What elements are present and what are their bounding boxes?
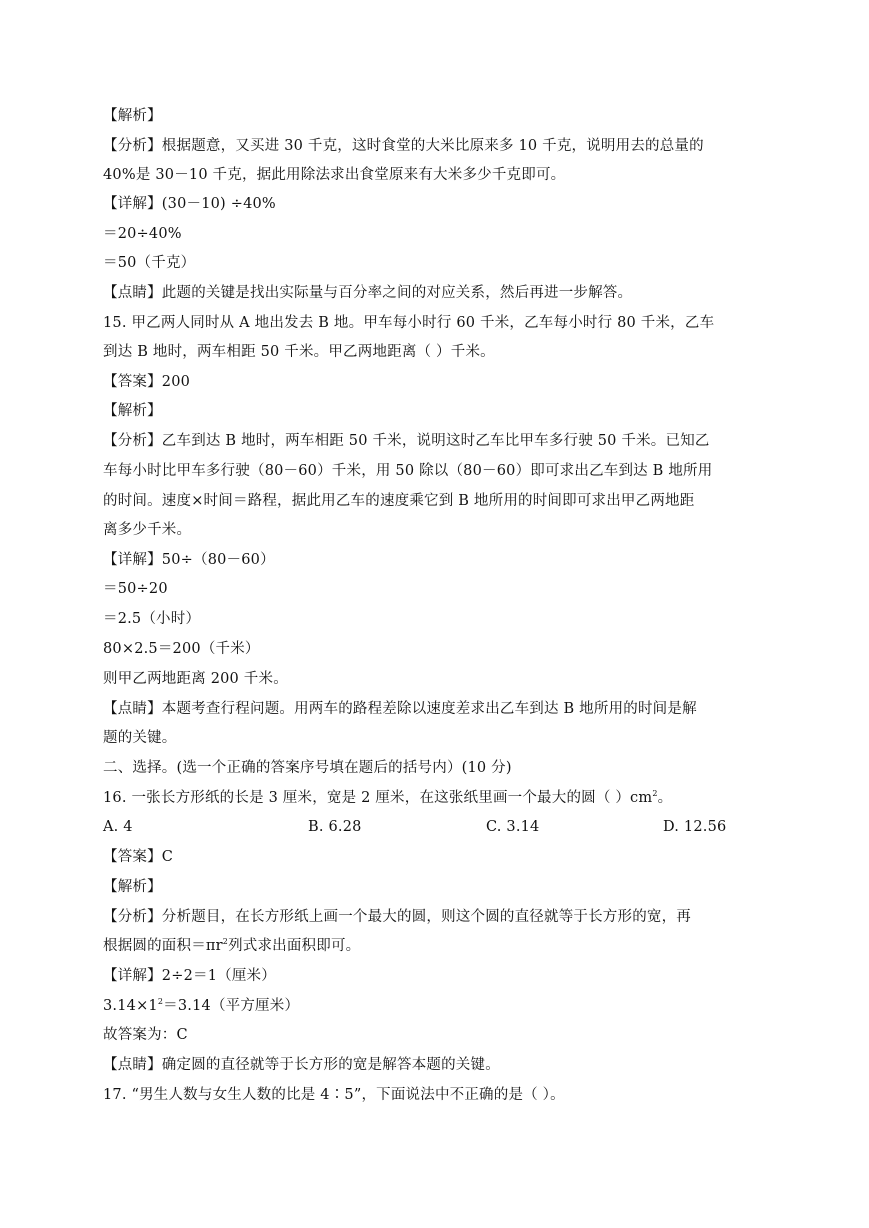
- q14-analysis-line-2: 40%是 30－10 千克，据此用除法求出食堂原来有大米多少千克即可。: [103, 167, 566, 183]
- q14-comment: 【点睛】此题的关键是找出实际量与百分率之间的对应关系，然后再进一步解答。: [103, 285, 633, 301]
- q16-comment: 【点睛】确定圆的直径就等于长方形的宽是解答本题的关键。: [103, 1057, 500, 1073]
- q14-analysis-heading: 【解析】: [103, 108, 162, 124]
- q16-option-b: B. 6.28: [308, 819, 362, 835]
- q16-detail-line-2a: 3.14×1: [103, 998, 158, 1014]
- q14-detail-line-2: ＝20÷40%: [103, 226, 182, 242]
- q16-question: [103, 788, 783, 808]
- q14-detail-line-1: 【详解】(30－10) ÷40%: [103, 196, 276, 212]
- q14-analysis-line-1: 【分析】根据题意，又买进 30 千克，这时食堂的大米比原来多 10 千克，说明用去的总量的: [103, 138, 704, 154]
- q15-analysis-heading: 【解析】: [103, 403, 162, 419]
- q15-detail-line-5: 则甲乙两地距离 200 千米。: [103, 671, 288, 687]
- q16-analysis-heading: 【解析】: [103, 879, 162, 895]
- q15-analysis-line-1: 【分析】乙车到达 B 地时，两车相距 50 千米，说明这时乙车比甲车多行驶 50 千米。已知乙: [103, 433, 710, 449]
- q15-answer: 【答案】200: [103, 374, 191, 390]
- q14-detail-line-3: ＝50（千克）: [103, 255, 196, 271]
- q16-detail-line-1: 【详解】2÷2＝1（厘米）: [103, 968, 276, 984]
- q15-detail-line-3: ＝2.5（小时）: [103, 611, 201, 627]
- q16-question-text: 16. 一张长方形纸的长是 3 厘米，宽是 2 厘米，在这张纸里画一个最大的圆（ ）cm: [103, 790, 653, 806]
- q16-analysis-line-1: 【分析】分析题目，在长方形纸上画一个最大的圆，则这个圆的直径就等于长方形的宽，再: [103, 909, 691, 925]
- q15-detail-line-4: 80×2.5＝200（千米）: [103, 641, 260, 657]
- q16-analysis-line-2: [103, 936, 783, 956]
- q16-option-a: A. 4: [103, 819, 133, 835]
- q17-question: 17. “男生人数与女生人数的比是 4∶5”，下面说法中不正确的是（ ）。: [103, 1087, 565, 1103]
- q15-detail-line-1: 【详解】50÷（80－60）: [103, 552, 275, 568]
- q16-detail-superscript: 2: [157, 997, 164, 1006]
- q16-detail-line-2: [103, 996, 783, 1016]
- q16-question-end: 。: [657, 790, 673, 806]
- q16-analysis-superscript: 2: [222, 937, 229, 946]
- q15-analysis-line-2: 车每小时比甲车多行驶（80－60）千米，用 50 除以（80－60）即可求出乙车到达 B 地所用: [103, 463, 713, 479]
- q16-analysis-line-2b: 列式求出面积即可。: [228, 938, 361, 954]
- q16-answer: 【答案】C: [103, 849, 174, 865]
- q15-question-line-1: 15. 甲乙两人同时从 A 地出发去 B 地。甲车每小时行 60 千米，乙车每小时行 80 千米，乙车: [103, 315, 715, 331]
- section-2-title: 二、选择。(选一个正确的答案序号填在题后的括号内）(10 分): [103, 760, 512, 776]
- q16-option-d: D. 12.56: [663, 819, 727, 835]
- q16-detail-line-2b: ＝3.14（平方厘米）: [163, 998, 300, 1014]
- q15-question-line-2: 到达 B 地时，两车相距 50 千米。甲乙两地距离（ ）千米。: [103, 344, 495, 360]
- q15-detail-line-2: ＝50÷20: [103, 581, 168, 597]
- q16-analysis-line-2a: 根据圆的面积＝πr: [103, 938, 223, 954]
- q16-question-superscript: 2: [652, 789, 658, 798]
- q15-analysis-line-4: 离多少千米。: [103, 522, 192, 538]
- q15-analysis-line-3: 的时间。速度×时间＝路程，据此用乙车的速度乘它到 B 地所用的时间即可求出甲乙两地距: [103, 493, 695, 509]
- q16-detail-line-3: 故答案为：C: [103, 1027, 188, 1043]
- q15-comment-line-1: 【点睛】本题考查行程问题。用两车的路程差除以速度差求出乙车到达 B 地所用的时间是解: [103, 701, 697, 717]
- q15-comment-line-2: 题的关键。: [103, 730, 177, 746]
- q16-option-c: C. 3.14: [486, 819, 540, 835]
